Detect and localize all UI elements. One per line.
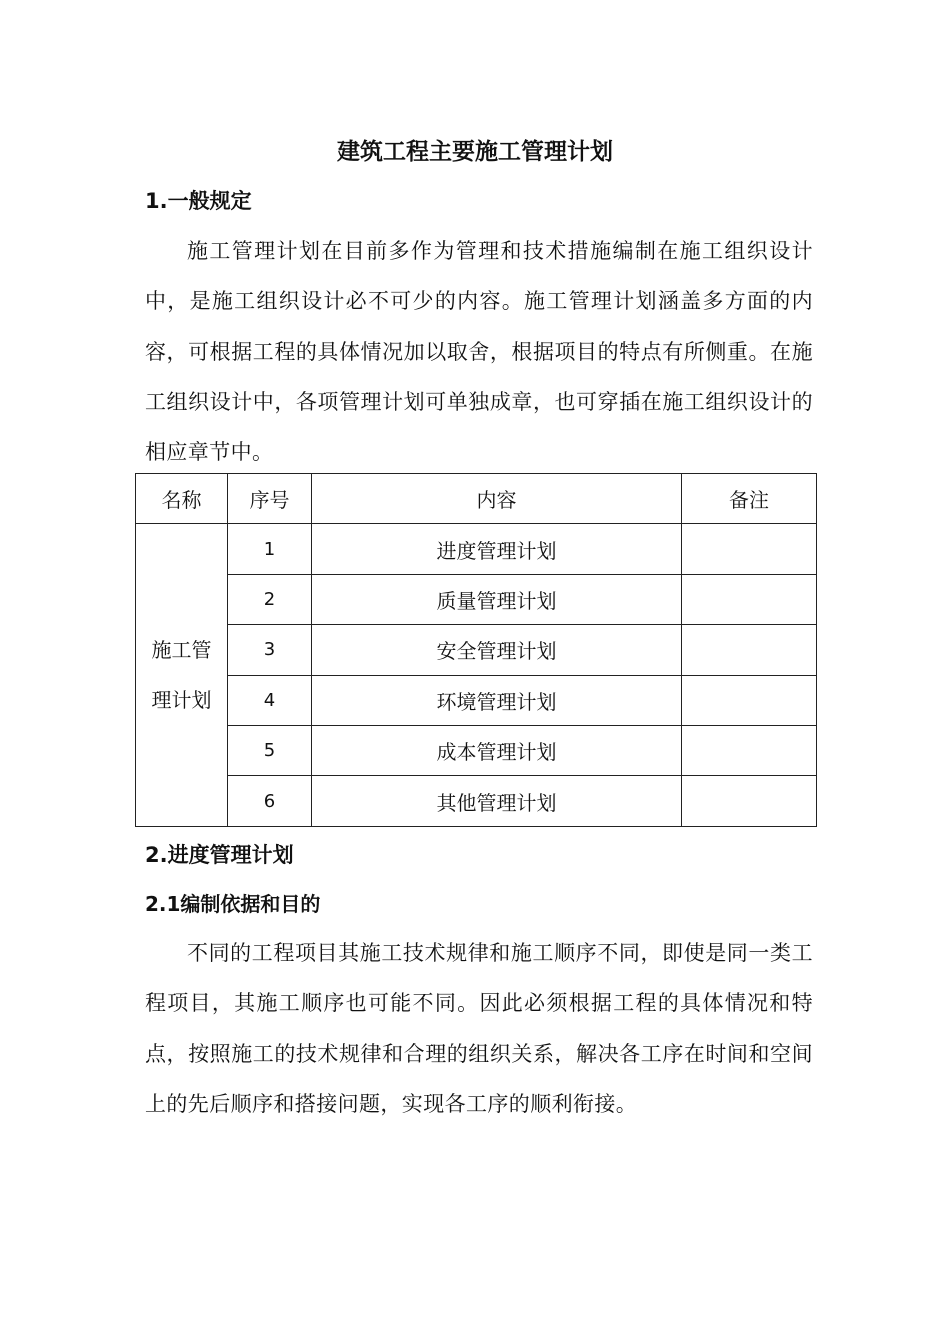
table-row: [136, 625, 817, 675]
row-number: 6: [228, 776, 312, 826]
row-content: 进度管理计划: [312, 524, 682, 574]
row-content: 成本管理计划: [312, 725, 682, 775]
section-2-1-paragraph: 不同的工程项目其施工技术规律和施工顺序不同，即使是同一类工程项目，其施工顺序也可能不同。因此必须根据工程的具体情况和特点，按照施工的技术规律和合理的组织关系，解决各工序在时间和空间上的先后顺序和搭接问题，实现各工序的顺利衔接。: [145, 941, 813, 1116]
row-note: [682, 776, 817, 826]
table-row: [136, 725, 817, 775]
group-label-line-1: 施工管: [151, 638, 212, 663]
row-number: 3: [228, 625, 312, 675]
management-plan-table: [135, 473, 817, 827]
group-label-line-2: 理计划: [151, 688, 212, 713]
row-note: [682, 725, 817, 775]
row-content: 其他管理计划: [312, 776, 682, 826]
group-label-cell: [136, 524, 228, 826]
table-row: [136, 574, 817, 624]
row-number: 1: [228, 524, 312, 574]
section-1-paragraph: 施工管理计划在目前多作为管理和技术措施编制在施工组织设计中，是施工组织设计必不可少的内容。施工管理计划涵盖多方面的内容，可根据工程的具体情况加以取舍，根据项目的特点有所侧重。在施工组织设计中，各项管理计划可单独成章，也可穿插在施工组织设计的相应章节中。: [145, 239, 813, 465]
row-content: 环境管理计划: [312, 675, 682, 725]
document-title: 建筑工程主要施工管理计划: [337, 139, 613, 165]
section-2-1-heading: 2.1编制依据和目的: [145, 892, 321, 916]
header-remarks: 备注: [682, 474, 817, 524]
section-1-heading: 1.一般规定: [145, 189, 252, 213]
row-note: [682, 625, 817, 675]
section-2-heading: 2.进度管理计划: [145, 843, 294, 867]
table-row: [136, 776, 817, 826]
row-content: 质量管理计划: [312, 574, 682, 624]
table-row: [136, 524, 817, 574]
table-row: [136, 675, 817, 725]
row-number: 2: [228, 574, 312, 624]
table-header-row: [136, 474, 817, 524]
row-note: [682, 574, 817, 624]
row-note: [682, 675, 817, 725]
row-note: [682, 524, 817, 574]
header-seq: 序号: [228, 474, 312, 524]
row-content: 安全管理计划: [312, 625, 682, 675]
row-number: 5: [228, 725, 312, 775]
row-number: 4: [228, 675, 312, 725]
header-content: 内容: [312, 474, 682, 524]
header-name: 名称: [136, 474, 228, 524]
